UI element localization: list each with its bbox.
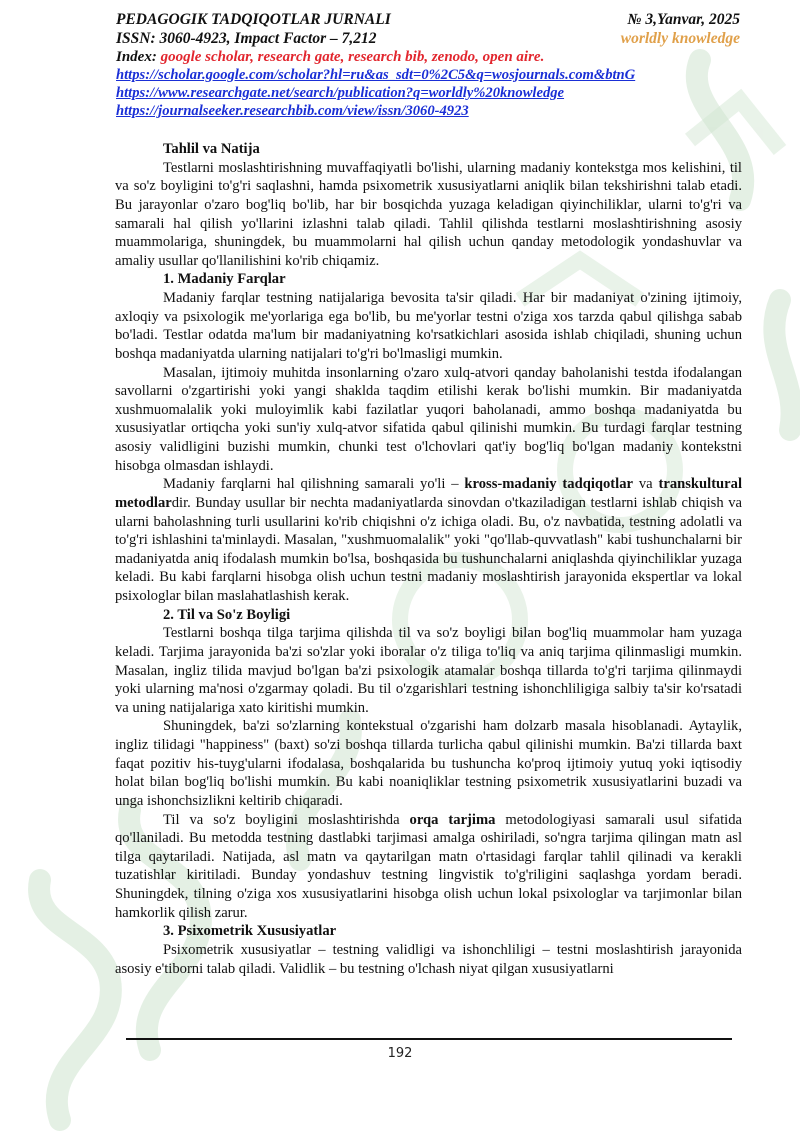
section-3-heading: 3. Psixometrik Xususiyatlar — [163, 923, 337, 940]
brand-logo-text: worldly knowledge — [620, 30, 740, 47]
text-run: dir. Bunday usullar bir nechta madaniyatlarda sinovdan o'tkaziladigan testlarni ishlab chiqish va ularni baholashning turli usullarini ko'rib chiqishni o'z ichiga oladi. Bu, o'z navbatida, testning adolatli va to'g'ri ishlashini ta'minlaydi. Masalan, "xushmuomalalik" yoki "qo'llab-quvvatlash" kabi tushunchalarni bir madaniyatda aniq ifodalash mumkin bo'lsa, boshqasida bu tushunchalarni aniqlashda qiyinchiliklar yuzaga keladi. Bu kabi farqlarni hisobga olish uchun testni madaniy moslashtirish jarayonida ekspertlar va lokal psixologlar bilan maslahatlashish kerak. — [115, 494, 742, 604]
article-body — [115, 140, 742, 978]
index-list: google scholar, research gate, research bib, zenodo, open aire. — [160, 49, 545, 65]
researchgate-link[interactable]: https://www.researchgate.net/search/publication?q=worldly%20knowledge — [116, 85, 565, 102]
text-run: va — [632, 476, 659, 493]
text-run: Madaniy farqlarni hal qilishning samarali yo'li – — [163, 476, 465, 493]
section-1-heading: 1. Madaniy Farqlar — [163, 271, 286, 288]
text-run: metodologiyasi samarali usul sifatida qo'llaniladi. Bu metodda testning dastlabki tarjimasi amalga oshiriladi, so'ngra tarjima qilingan matn asl tilga qaytariladi. Natijada, asl matn va qaytarilgan matn o'rtasidagi farqlar tahlil qilinadi va kerakli tuzatishlar kiritiladi. Bunday yondashuv testning lingvistik to'g'riligini saqlashga yordam beradi. Shuningdek, tilning o'ziga xos xususiyatlarini hisobga olish uchun lokal psixologlar va tarjimonlar bilan hamkorlik qilish zarur. — [115, 811, 743, 921]
header-row-2 — [116, 29, 740, 48]
issn-info: ISSN: 3060-4923, Impact Factor – 7,212 — [116, 30, 377, 47]
section-1-paragraph-3 — [115, 475, 742, 605]
bold-term: transkultural metodlar — [115, 476, 743, 511]
section-3-paragraph-1: Psixometrik xususiyatlar – testning validligi va ishonchliligi – testni moslashtirish jarayonida asosiy e'tiborni talab qiladi. Validlik – bu testning o'lchash niyat qilgan xususiyatlarni — [115, 941, 742, 977]
text-run: Til va so'z boyligini moslashtirishda — [163, 811, 410, 828]
intro-paragraph: Testlarni moslashtirishning muvaffaqiyatli bo'lishi, ularning madaniy kontekstga mos kelishini, til va so'z boyligini to'g'ri saqlashni, hamda psixometrik xususiyatlarni aniqlik bilan tekshirishni talab etadi. Bu jarayonlar o'zaro bog'liq bo'lib, har bir bosqichda yuzaga keladigan qiyinchiliklar, ularni to'g'ri va samarali hal qilish yo'llarini izlashni talab qiladi. Tahlil qilishda testlarni moslashtirishning asosiy muammolariga, shuningdek, bu muammolarni hal qilish uchun qanday metodologik yondashuvlar va amaliy usullar qo'llanilishini ko'rib chiqamiz. — [115, 159, 742, 269]
section-2-paragraph-1: Testlarni boshqa tilga tarjima qilishda til va so'z boyligi bilan bog'liq muammolar ham yuzaga keladi. Tarjima jarayonida ba'zi so'zlar yoki iboralar o'z tiliga to'liq va aniq tarjima qilinmasligi mumkin. Masalan, ingliz tilida mavjud bo'lgan ba'zi psixologik atamalar boshqa tillarda to'g'ri tarjima qilinmaydi yoki ularning ma'nosi o'zgarmay qoladi. Bu til o'zgarishlari testning ishonchliligiga salbiy ta'sir ko'rsatadi va uning natijalariga xato kiritishi mumkin. — [115, 625, 742, 716]
section-2-heading: 2. Til va So'z Boyligi — [163, 606, 291, 623]
header-row-1 — [116, 10, 740, 29]
page-header — [116, 10, 740, 121]
issue-info: № 3,Yanvar, 2025 — [627, 11, 740, 28]
section-2-paragraph-3 — [115, 811, 742, 923]
journal-title: PEDAGOGIK TADQIQOTLAR JURNALI — [116, 11, 391, 28]
section-1-paragraph-1: Madaniy farqlar testning natijalariga bevosita ta'sir qiladi. Har bir madaniyat o'zining ijtimoiy, axloqiy va psixologik me'yorlariga ega bo'lib, bu me'yorlar testni o'ziga xos tarzda qabul qilishga sabab bo'ladi. Testlar odatda ma'lum bir madaniyatning ko'rsatkichlari asosida ishlab chiqiladi, shuning uchun boshqa madaniyatda ularning natijalari to'g'ri bo'lmasligi mumkin. — [115, 290, 742, 362]
bold-term: kross-madaniy tadqiqotlar — [464, 476, 633, 493]
section-title: Tahlil va Natija — [163, 141, 260, 157]
researchbib-link[interactable]: https://journalseeker.researchbib.com/view/issn/3060-4923 — [116, 103, 469, 120]
footer-divider — [126, 1038, 732, 1040]
page-number: 192 — [387, 1046, 413, 1061]
section-2-paragraph-2: Shuningdek, ba'zi so'zlarning kontekstual o'zgarishi ham dolzarb masala hisoblanadi. Aytaylik, ingliz tilidagi "happiness" (baxt) so'zi boshqa tillarda turlicha qabul qilinishi mumkin. Ba'zi tillarda baxt faqat pozitiv his-tuyg'ularni ifodalasa, boshqalarida bu tushuncha ko'proq ijtimoiy yutuq yoki iqtisodiy holat bilan bog'liq bo'lishi mumkin. Bu kabi noaniqliklar testning psixometrik xususiyatlarini buzadi va unga ishonchsizlikni keltirib chiqaradi. — [115, 718, 742, 809]
bold-term: orqa tarjima — [409, 811, 496, 828]
section-1-paragraph-2: Masalan, ijtimoiy muhitda insonlarning o'zaro xulq-atvori qanday baholanishi testda ifodalangan savollarni o'zgartirishi yoki yangi shaklda taqdim etilishi kerak bo'lishi mumkin. Bir madaniyatda xushmuomalalik yoki muloyimlik kabi fazilatlar yuqori baholanadi, ammo boshqa madaniyatda bu xususiyatlar ortiqcha yoki sun'iy xulq-atvor sifatida qabul qilinishi mumkin. Bu turdagi farqlar testning asosiy validligini buzishi mumkin, chunki test o'lchovlari qat'iy bog'liq bo'lgan madaniy kontekstni hisobga olmasdan ishlaydi. — [115, 364, 742, 474]
index-label: Index: — [116, 49, 157, 65]
google-scholar-link[interactable]: https://scholar.google.com/scholar?hl=ru&as_sdt=0%2C5&q=wosjournals.com&btnG — [116, 67, 636, 83]
index-line — [116, 48, 740, 66]
